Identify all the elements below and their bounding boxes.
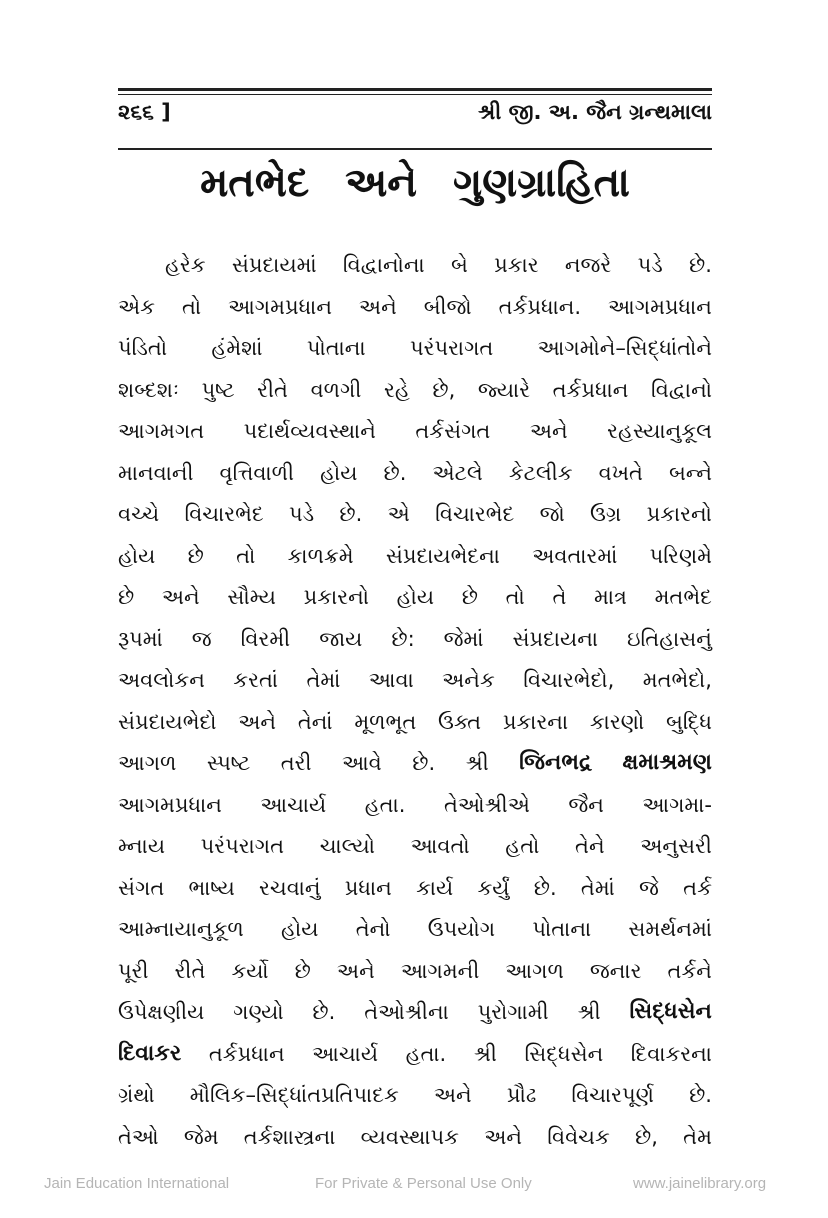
word: પુરોગામી <box>477 1000 549 1024</box>
word: તર્કપ્રધાન. <box>498 294 582 319</box>
word: અવતારમાં <box>532 543 618 568</box>
word: દિવાકરના <box>630 1041 712 1066</box>
word: પડે <box>637 253 663 277</box>
word: હતો <box>505 834 540 858</box>
bold-word: ક્ષમાશ્રમણ <box>622 750 712 775</box>
word: કાર્ય <box>416 875 454 900</box>
word: હોય <box>396 585 435 609</box>
word: છે. <box>412 751 436 775</box>
word: તર્કને <box>667 958 712 983</box>
word: પંડિતો <box>118 336 168 360</box>
word: પદાર્થવ્યવસ્થાને <box>243 419 376 443</box>
word: આવા <box>368 668 414 692</box>
word: વિચારભેદો, <box>523 668 615 692</box>
word: બુદ્ધિ <box>666 709 712 734</box>
word: વૃત્તિવાળી <box>219 460 295 485</box>
footer-center: For Private & Personal Use Only <box>315 1175 532 1192</box>
word: છે. <box>312 1000 336 1024</box>
word: સૌમ્ય <box>227 585 276 609</box>
word: જ <box>191 626 212 651</box>
word: પ્રૌઢ <box>506 1083 537 1107</box>
word: રચવાનું <box>259 875 321 900</box>
word: આગમપ્રધાન <box>228 294 332 319</box>
word: આવે <box>341 751 382 775</box>
text-line <box>118 1122 712 1152</box>
word: જેમાં <box>443 626 484 651</box>
word: સંપ્રદાયભેદો <box>118 709 217 734</box>
word: આગમપ્રધાન <box>118 792 222 817</box>
word: અવલોકન <box>118 668 205 692</box>
word: એટલે <box>432 460 483 485</box>
word: બીજો <box>423 294 472 319</box>
word: પરિણમે <box>649 543 712 568</box>
text-line <box>118 292 712 322</box>
word: બે <box>450 253 468 277</box>
word: સંપ્રદાયમાં <box>231 253 317 277</box>
word: અને <box>358 294 397 319</box>
word: કરતાં <box>233 668 279 692</box>
word: રીતે <box>174 958 206 983</box>
word: સિદ્ધસેન <box>524 1041 604 1066</box>
word: મ્નાય <box>118 834 166 858</box>
word: જે <box>639 875 659 900</box>
word: આચાર્ય <box>260 792 327 817</box>
word: આગમની <box>400 958 480 983</box>
word: શબ્દશઃ <box>118 377 179 402</box>
word: છે. <box>339 502 363 526</box>
word: વખતે <box>598 460 643 485</box>
word: મૂળભૂત <box>354 709 417 734</box>
word: અને <box>529 419 568 443</box>
text-line <box>118 458 712 488</box>
word: કેટલીક <box>508 460 573 485</box>
word: જેમ <box>183 1124 219 1149</box>
text-line <box>118 624 712 654</box>
word: છે. <box>533 875 557 900</box>
word: છે <box>461 585 478 609</box>
word: એ <box>387 502 410 526</box>
text-line <box>118 375 712 405</box>
word: પ્રકારનો <box>303 585 370 609</box>
word: મૌલિક–સિદ્ધાંતપ્રતિપાદક <box>189 1083 399 1107</box>
text-line <box>118 1039 712 1069</box>
word: વિદ્વાનો <box>651 377 712 402</box>
word: તેમાં <box>580 875 615 900</box>
word: પ્રકારના <box>502 709 569 734</box>
word: આગળ <box>505 958 564 983</box>
word: સંપ્રદાયભેદના <box>385 543 500 568</box>
text-line <box>118 790 712 820</box>
text-line <box>118 873 712 903</box>
word: અને <box>238 709 277 734</box>
word: એક <box>118 294 155 319</box>
word: જો <box>539 502 565 526</box>
word: રહે <box>383 377 410 402</box>
word: છે <box>294 958 311 983</box>
word: બન્ને <box>668 460 712 485</box>
word: છે. <box>689 253 712 277</box>
text-line <box>118 665 712 695</box>
word: તો <box>181 294 202 319</box>
text-line <box>118 956 712 986</box>
word: વચ્ચે <box>118 502 160 526</box>
word: મતભેદો, <box>642 668 712 692</box>
header-rule-top-thin <box>118 94 712 95</box>
text-line <box>118 416 712 446</box>
word: હતા. <box>364 792 406 817</box>
word: તર્ક <box>683 875 712 900</box>
word: અને <box>484 1124 523 1149</box>
word: ઇતિહાસનું <box>627 626 712 651</box>
word: તેઓ <box>118 1124 159 1149</box>
text-line <box>118 914 712 944</box>
word: છે <box>187 543 204 568</box>
word: નજરે <box>564 253 612 277</box>
word: તેમાં <box>306 668 341 692</box>
footer-right[interactable]: www.jainelibrary.org <box>633 1175 767 1192</box>
bold-word: જિનભદ્ર <box>519 750 592 775</box>
word: કર્યો <box>231 958 269 983</box>
word: આગળ <box>118 751 177 775</box>
text-line <box>165 250 712 280</box>
word: મતભેદ <box>654 585 712 609</box>
header-rule-top <box>118 88 712 91</box>
word: સંગત <box>118 875 165 900</box>
word: પોતાના <box>306 336 366 360</box>
word: આમ્નાયાનુકૂળ <box>118 917 244 941</box>
word: હંમેશાં <box>211 336 263 360</box>
chapter-title: મતભેદ અને ગુણગ્રાહિતા <box>200 160 630 206</box>
word: પુષ્ટ <box>201 377 235 402</box>
word: ઉપયોગ <box>427 917 496 941</box>
word: પ્રકારનો <box>646 502 712 526</box>
word: સમર્થનમાં <box>628 917 712 941</box>
word: તે <box>552 585 567 609</box>
word: છે. <box>383 460 407 485</box>
word: જનાર <box>589 958 642 983</box>
text-line <box>118 499 712 529</box>
footer-left: Jain Education International <box>44 1175 230 1192</box>
bold-word: સિદ્ધસેન <box>629 999 712 1024</box>
word: તેઓશ્રીએ <box>443 792 530 817</box>
word: હોય <box>118 543 156 568</box>
word: ગણ્યો <box>233 1000 284 1024</box>
word: વિદ્વાનોના <box>342 253 425 277</box>
word: સંપ્રદાયના <box>512 626 599 651</box>
word: પ્રકાર <box>494 253 539 277</box>
word: તર્કશાસ્ત્રના <box>243 1124 336 1149</box>
word: આવતો <box>410 834 470 858</box>
word: શ્રી <box>577 1000 601 1024</box>
word: કારણો <box>589 709 645 734</box>
word: વળગી <box>310 377 362 402</box>
word: કાળક્રમે <box>287 543 354 568</box>
word: અને <box>336 958 375 983</box>
word: તરી <box>280 751 312 775</box>
word: રીતે <box>257 377 288 402</box>
word: જ્યારે <box>477 377 531 402</box>
word: અનેક <box>442 668 495 692</box>
word: છે <box>118 585 135 609</box>
word: તેમ <box>683 1124 712 1149</box>
word: માનવાની <box>118 460 194 485</box>
word: આગમગત <box>118 419 205 443</box>
word: કર્યું <box>477 875 510 900</box>
word: જૈન <box>568 792 604 817</box>
word: અનુસરી <box>640 834 712 858</box>
word: આગમોને–સિદ્ધાંતોને <box>537 336 712 360</box>
word: જાય <box>319 626 363 651</box>
text-line <box>118 997 712 1027</box>
word: તો <box>236 543 256 568</box>
word: છે, <box>432 377 456 402</box>
word: વિરમી <box>240 626 291 651</box>
word: સ્પષ્ટ <box>206 751 251 775</box>
word: વિવેચક <box>547 1124 610 1149</box>
word: પરંપરાગત <box>200 834 285 858</box>
text-line <box>118 707 712 737</box>
word: પડે <box>288 502 315 526</box>
word: માત્ર <box>594 585 627 609</box>
word: આગમા- <box>642 792 712 817</box>
word: આચાર્ય <box>312 1041 379 1066</box>
word: હરેક <box>165 253 206 277</box>
text-line <box>118 582 712 612</box>
series-title: શ્રી જી. અ. જૈન ગ્રન્થમાલા <box>478 100 712 124</box>
word: વિચારભેદ <box>184 502 264 526</box>
word: પ્રધાન <box>344 875 392 900</box>
word: ભાષ્ય <box>188 875 235 900</box>
word: તેનાં <box>297 709 333 734</box>
word: છે. <box>689 1083 712 1107</box>
word: વિચારપૂર્ણ <box>571 1083 654 1107</box>
header-rule-bottom <box>118 148 712 150</box>
page-number: ૨૬૬ ] <box>118 100 171 124</box>
text-line <box>118 541 712 571</box>
text-line <box>118 1080 712 1110</box>
word: તર્કસંગત <box>415 419 491 443</box>
word: ઉક્ત <box>438 709 482 734</box>
word: છે: <box>391 626 415 651</box>
word: પરંપરાગત <box>409 336 494 360</box>
text-line <box>118 748 712 778</box>
word: તેને <box>575 834 605 858</box>
word: તેનો <box>355 917 391 941</box>
word: શ્રી <box>465 751 489 775</box>
word: ઉપેક્ષણીય <box>118 1000 205 1024</box>
text-line <box>118 333 712 363</box>
word: તર્કપ્રધાન <box>552 377 629 402</box>
word: રૂપમાં <box>118 626 163 651</box>
word: વ્યવસ્થાપક <box>360 1124 460 1149</box>
word: પોતાના <box>532 917 592 941</box>
word: ગ્રંથો <box>118 1083 155 1107</box>
word: અને <box>161 585 200 609</box>
word: તેઓશ્રીના <box>364 1000 449 1024</box>
word: તો <box>505 585 525 609</box>
bold-word: દિવાકર <box>118 1040 182 1066</box>
word: હોય <box>320 460 358 485</box>
word: ઉગ્ર <box>590 502 622 526</box>
word: પૂરી <box>118 958 149 983</box>
word: અને <box>433 1083 472 1107</box>
word: વિચારભેદ <box>435 502 515 526</box>
word: તર્કપ્રધાન <box>208 1041 285 1066</box>
word: હોય <box>281 917 319 941</box>
word: આગમપ્રધાન <box>608 294 712 319</box>
word: શ્રી <box>473 1041 497 1066</box>
text-line <box>118 831 712 861</box>
word: રહસ્યાનુકૂલ <box>607 419 712 443</box>
word: ચાલ્યો <box>319 834 376 858</box>
word: હતા. <box>405 1041 447 1066</box>
word: છે, <box>635 1124 658 1149</box>
